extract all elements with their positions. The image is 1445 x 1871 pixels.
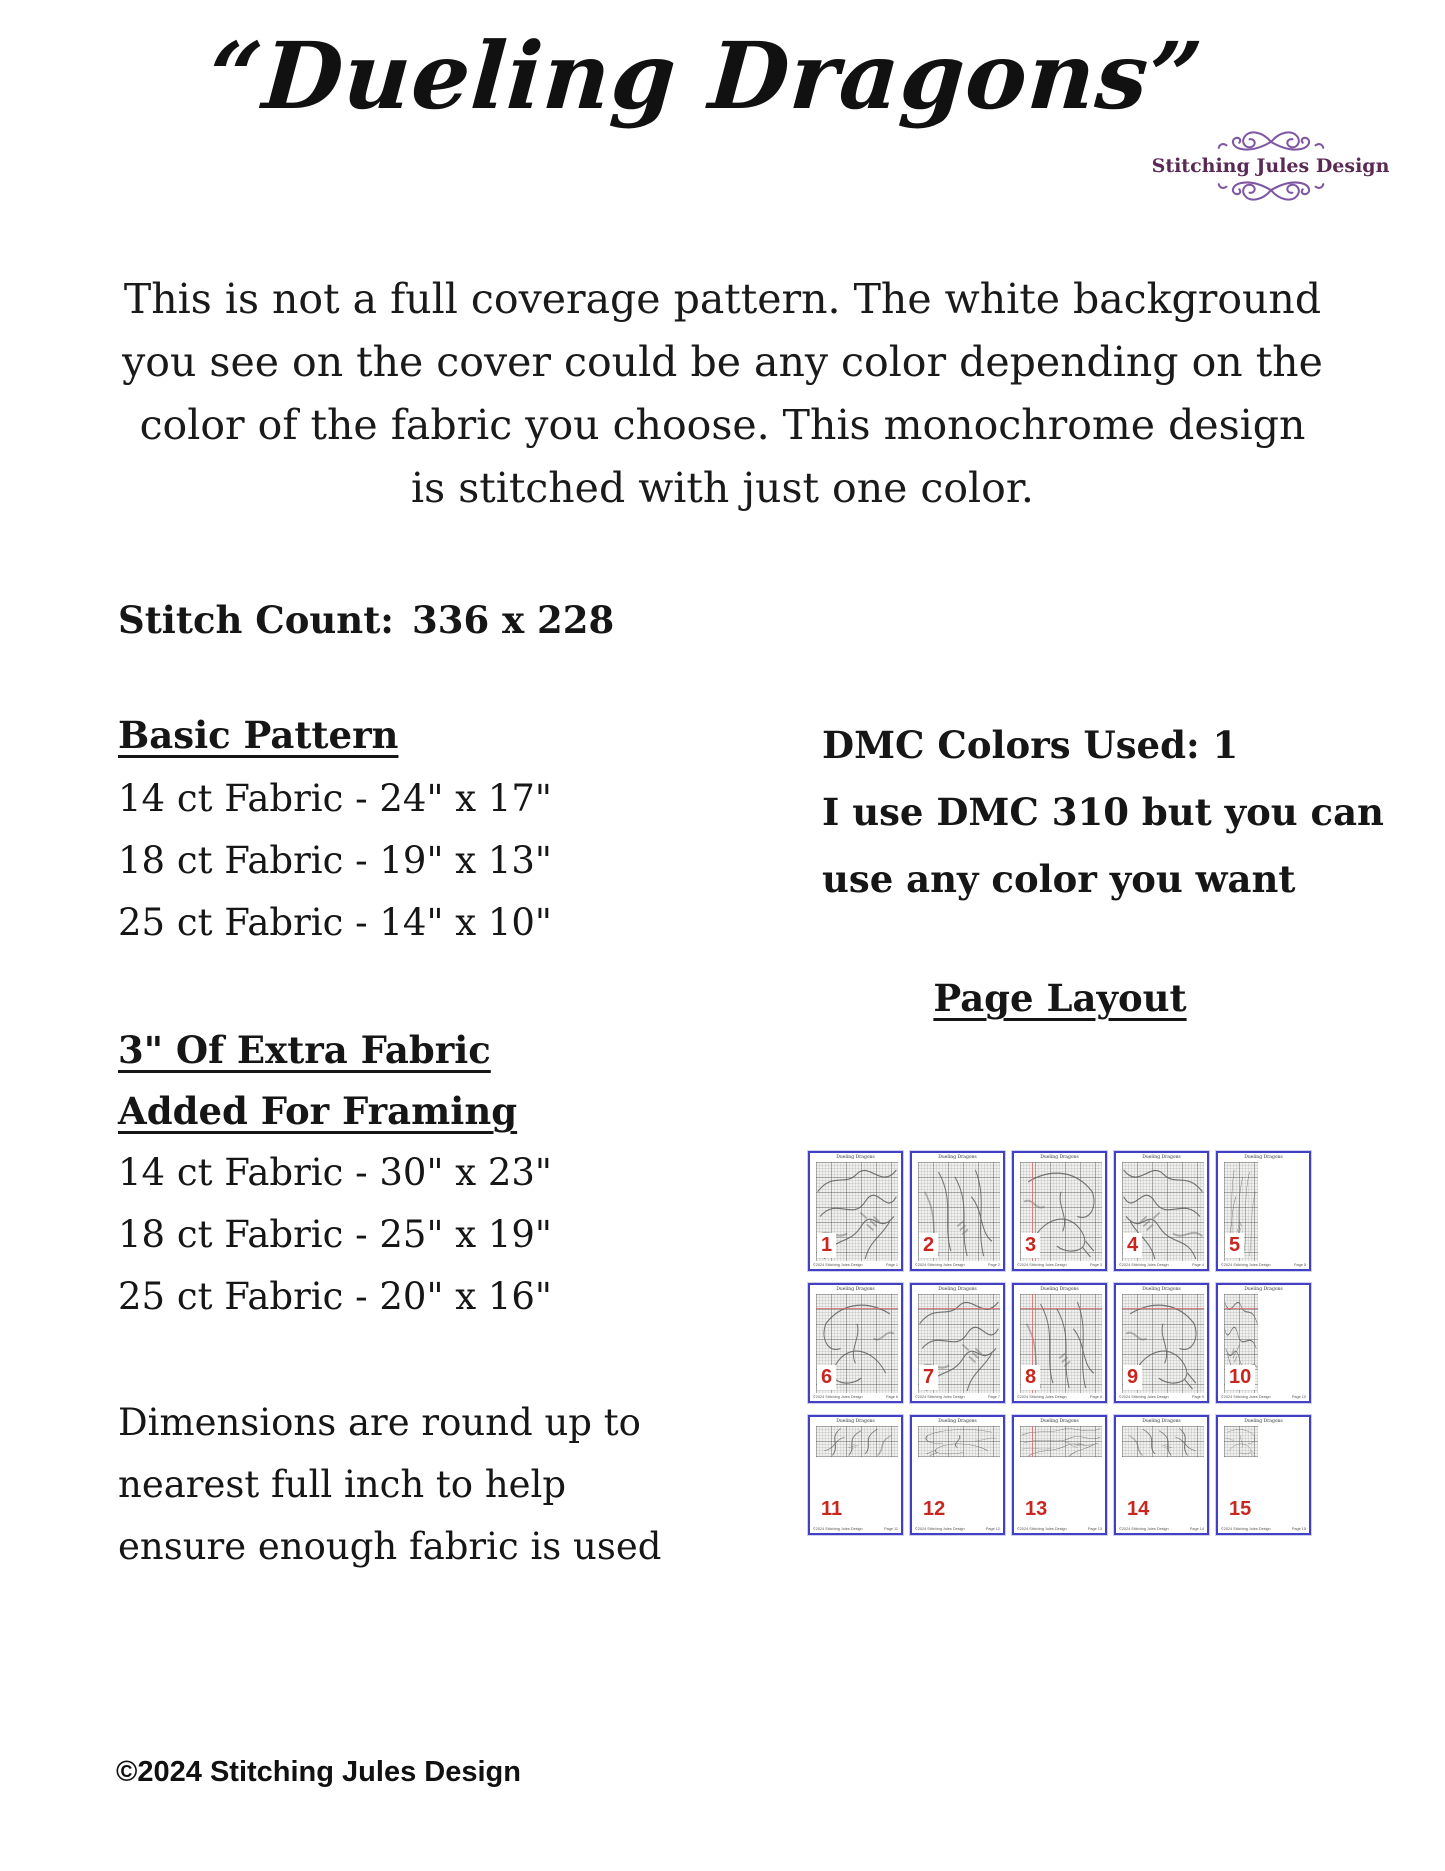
- thumbnail-footer-left: ©2024 Stitching Jules Design: [915, 1527, 965, 1531]
- thumbnail-footer-right: Page 1: [885, 1263, 898, 1267]
- thumbnail-title: Dueling Dragons: [1244, 1419, 1283, 1424]
- dimensions-note: [118, 1392, 661, 1578]
- thumbnail-title: Dueling Dragons: [836, 1419, 875, 1424]
- thumbnail-footer-left: ©2024 Stitching Jules Design: [813, 1263, 863, 1267]
- thumbnail-footer-right: Page 4: [1191, 1263, 1204, 1267]
- dmc-colors-line: use any color you want: [822, 857, 1296, 901]
- thumbnail-footer: [1119, 1263, 1204, 1267]
- fabric-size-item: 25 ct Fabric - 14" x 10": [118, 901, 552, 944]
- thumbnail-footer: [915, 1527, 1000, 1531]
- page-number: 4: [1123, 1233, 1142, 1258]
- copyright-text: ©2024 Stitching Jules Design: [116, 1756, 521, 1788]
- brand-logo: [1151, 128, 1390, 204]
- thumbnail-footer-right: Page 9: [1191, 1395, 1204, 1399]
- chart-preview: [918, 1426, 1000, 1457]
- thumbnail-title: Dueling Dragons: [1040, 1287, 1079, 1292]
- thumbnail-footer-left: ©2024 Stitching Jules Design: [1017, 1395, 1067, 1399]
- pattern-squiggles: [1122, 1426, 1204, 1457]
- thumbnail-footer-left: ©2024 Stitching Jules Design: [813, 1395, 863, 1399]
- flourish-top-icon: [1211, 128, 1331, 154]
- page-number: 1: [817, 1233, 836, 1258]
- page-number: 5: [1225, 1233, 1244, 1258]
- fabric-size-item: 14 ct Fabric - 24" x 17": [118, 777, 552, 820]
- pattern-page-thumbnail: [1012, 1151, 1107, 1271]
- chart-preview: [816, 1426, 898, 1457]
- center-guide-horizontal: [1224, 1308, 1258, 1309]
- page-number: 2: [919, 1233, 938, 1258]
- chart-preview: [1020, 1426, 1102, 1457]
- thumbnail-footer: [915, 1263, 1000, 1267]
- dmc-colors-line: DMC Colors Used: 1: [822, 723, 1239, 767]
- fabric-size-item: 18 ct Fabric - 25" x 19": [118, 1213, 552, 1256]
- page-layout-heading: Page Layout: [933, 976, 1187, 1020]
- fabric-size-item: 25 ct Fabric - 20" x 16": [118, 1275, 552, 1318]
- pattern-page-thumbnail: [808, 1415, 903, 1535]
- pattern-page-thumbnail: [910, 1415, 1005, 1535]
- thumbnail-title: Dueling Dragons: [836, 1155, 875, 1160]
- page-number: 14: [1123, 1497, 1153, 1522]
- pattern-page-thumbnail: [808, 1283, 903, 1403]
- flourish-bottom-icon: [1211, 178, 1331, 204]
- thumbnail-footer-right: Page 13: [1087, 1527, 1102, 1531]
- extra-fabric-heading: [118, 1020, 517, 1142]
- thumbnail-footer: [1221, 1527, 1306, 1531]
- center-guide-horizontal: [1020, 1308, 1102, 1309]
- thumbnail-footer: [813, 1263, 898, 1267]
- stitch-count-label: Stitch Count:: [118, 598, 394, 642]
- page-number: 15: [1225, 1497, 1255, 1522]
- page-number: 8: [1021, 1365, 1040, 1390]
- pattern-page-thumbnail: [1114, 1283, 1209, 1403]
- thumbnail-footer: [1221, 1263, 1306, 1267]
- thumbnail-footer: [1017, 1395, 1102, 1399]
- center-guide-horizontal: [816, 1308, 898, 1309]
- thumbnail-title: Dueling Dragons: [938, 1419, 977, 1424]
- thumbnail-footer-right: Page 11: [884, 1527, 898, 1531]
- thumbnail-title: Dueling Dragons: [1142, 1287, 1181, 1292]
- thumbnail-footer-right: Page 15: [1291, 1527, 1306, 1531]
- pattern-page-thumbnail: [808, 1151, 903, 1271]
- thumbnail-footer-right: Page 2: [987, 1263, 1000, 1267]
- extra-fabric-list: [118, 1142, 552, 1328]
- thumbnail-footer-left: ©2024 Stitching Jules Design: [1221, 1395, 1271, 1399]
- thumbnail-footer-left: ©2024 Stitching Jules Design: [915, 1395, 965, 1399]
- thumbnail-footer-left: ©2024 Stitching Jules Design: [1221, 1527, 1271, 1531]
- thumbnail-footer-right: Page 10: [1291, 1395, 1306, 1399]
- extra-fabric-heading-line: Added For Framing: [118, 1089, 518, 1133]
- page-number: 10: [1225, 1365, 1255, 1390]
- thumbnail-footer-right: Page 5: [1293, 1263, 1306, 1267]
- thumbnail-footer-left: ©2024 Stitching Jules Design: [1119, 1263, 1169, 1267]
- thumbnail-title: Dueling Dragons: [1040, 1419, 1079, 1424]
- thumbnail-footer: [1221, 1395, 1306, 1399]
- intro-line: is stitched with just one color.: [411, 464, 1034, 512]
- thumbnail-footer-left: ©2024 Stitching Jules Design: [1221, 1263, 1271, 1267]
- dmc-colors-line: I use DMC 310 but you can: [822, 790, 1384, 834]
- thumbnail-footer-right: Page 7: [987, 1395, 1000, 1399]
- basic-pattern-list: [118, 768, 552, 954]
- page-number: 12: [919, 1497, 949, 1522]
- thumbnail-title: Dueling Dragons: [1244, 1287, 1283, 1292]
- page-number: 6: [817, 1365, 836, 1390]
- pattern-page-thumbnail: [1012, 1283, 1107, 1403]
- chart-preview: [1224, 1426, 1258, 1457]
- thumbnail-footer-left: ©2024 Stitching Jules Design: [915, 1263, 965, 1267]
- page-number: 3: [1021, 1233, 1040, 1258]
- pattern-page-thumbnail: [1216, 1415, 1311, 1535]
- thumbnail-footer: [1017, 1527, 1102, 1531]
- thumbnail-footer-left: ©2024 Stitching Jules Design: [813, 1527, 863, 1531]
- stitch-count: [118, 598, 614, 642]
- thumbnail-footer-right: Page 14: [1189, 1527, 1204, 1531]
- dmc-colors-info: [822, 712, 1384, 913]
- fabric-size-item: 14 ct Fabric - 30" x 23": [118, 1151, 552, 1194]
- thumbnail-footer: [813, 1395, 898, 1399]
- thumbnail-title: Dueling Dragons: [938, 1287, 977, 1292]
- brand-logo-text: Stitching Jules Design: [1151, 155, 1390, 177]
- thumbnail-footer-left: ©2024 Stitching Jules Design: [1119, 1527, 1169, 1531]
- thumbnail-footer-left: ©2024 Stitching Jules Design: [1017, 1263, 1067, 1267]
- page-number: 11: [817, 1497, 846, 1522]
- thumbnail-title: Dueling Dragons: [1040, 1155, 1079, 1160]
- thumbnail-footer: [813, 1527, 898, 1531]
- pattern-squiggles: [816, 1426, 898, 1457]
- center-guide-horizontal: [918, 1308, 1000, 1309]
- pattern-page-thumbnail: [910, 1283, 1005, 1403]
- page-layout-grid: [808, 1151, 1311, 1535]
- center-guide-horizontal: [1122, 1308, 1204, 1309]
- pattern-page-thumbnail: [1216, 1283, 1311, 1403]
- thumbnail-footer-right: Page 12: [985, 1527, 1000, 1531]
- stitch-count-value: 336 x 228: [411, 598, 615, 642]
- pattern-page-thumbnail: [1012, 1415, 1107, 1535]
- intro-line: color of the fabric you choose. This monochrome design: [139, 401, 1306, 449]
- page-number: 7: [919, 1365, 938, 1390]
- page-number: 9: [1123, 1365, 1142, 1390]
- intro-line: you see on the cover could be any color depending on the: [122, 338, 1323, 386]
- thumbnail-footer-right: Page 8: [1089, 1395, 1102, 1399]
- intro-line: This is not a full coverage pattern. The white background: [123, 275, 1322, 323]
- pattern-page-thumbnail: [910, 1151, 1005, 1271]
- intro-paragraph: [0, 268, 1445, 520]
- thumbnail-footer: [1119, 1395, 1204, 1399]
- fabric-size-item: 18 ct Fabric - 19" x 13": [118, 839, 552, 882]
- thumbnail-title: Dueling Dragons: [1142, 1155, 1181, 1160]
- page-number: 13: [1021, 1497, 1051, 1522]
- thumbnail-title: Dueling Dragons: [1244, 1155, 1283, 1160]
- thumbnail-title: Dueling Dragons: [1142, 1419, 1181, 1424]
- dimensions-note-line: nearest full inch to help: [118, 1463, 567, 1506]
- thumbnail-footer-left: ©2024 Stitching Jules Design: [1017, 1527, 1067, 1531]
- dimensions-note-line: ensure enough fabric is used: [118, 1525, 662, 1568]
- page-title: “Dueling Dragons”: [205, 22, 1207, 130]
- thumbnail-footer-left: ©2024 Stitching Jules Design: [1119, 1395, 1169, 1399]
- pattern-squiggles: [918, 1426, 1000, 1457]
- thumbnail-title: Dueling Dragons: [938, 1155, 977, 1160]
- chart-preview: [1122, 1426, 1204, 1457]
- pattern-page-thumbnail: [1216, 1151, 1311, 1271]
- pattern-page-thumbnail: [1114, 1415, 1209, 1535]
- thumbnail-title: Dueling Dragons: [836, 1287, 875, 1292]
- thumbnail-footer: [1119, 1527, 1204, 1531]
- thumbnail-footer: [1017, 1263, 1102, 1267]
- thumbnail-footer-right: Page 3: [1089, 1263, 1102, 1267]
- dimensions-note-line: Dimensions are round up to: [118, 1401, 641, 1444]
- thumbnail-footer-right: Page 6: [885, 1395, 898, 1399]
- extra-fabric-heading-line: 3" Of Extra Fabric: [118, 1028, 491, 1072]
- thumbnail-footer: [915, 1395, 1000, 1399]
- pattern-page-thumbnail: [1114, 1151, 1209, 1271]
- pattern-squiggles: [1224, 1426, 1258, 1457]
- center-guide-vertical: [1032, 1426, 1033, 1457]
- basic-pattern-heading: Basic Pattern: [118, 713, 399, 757]
